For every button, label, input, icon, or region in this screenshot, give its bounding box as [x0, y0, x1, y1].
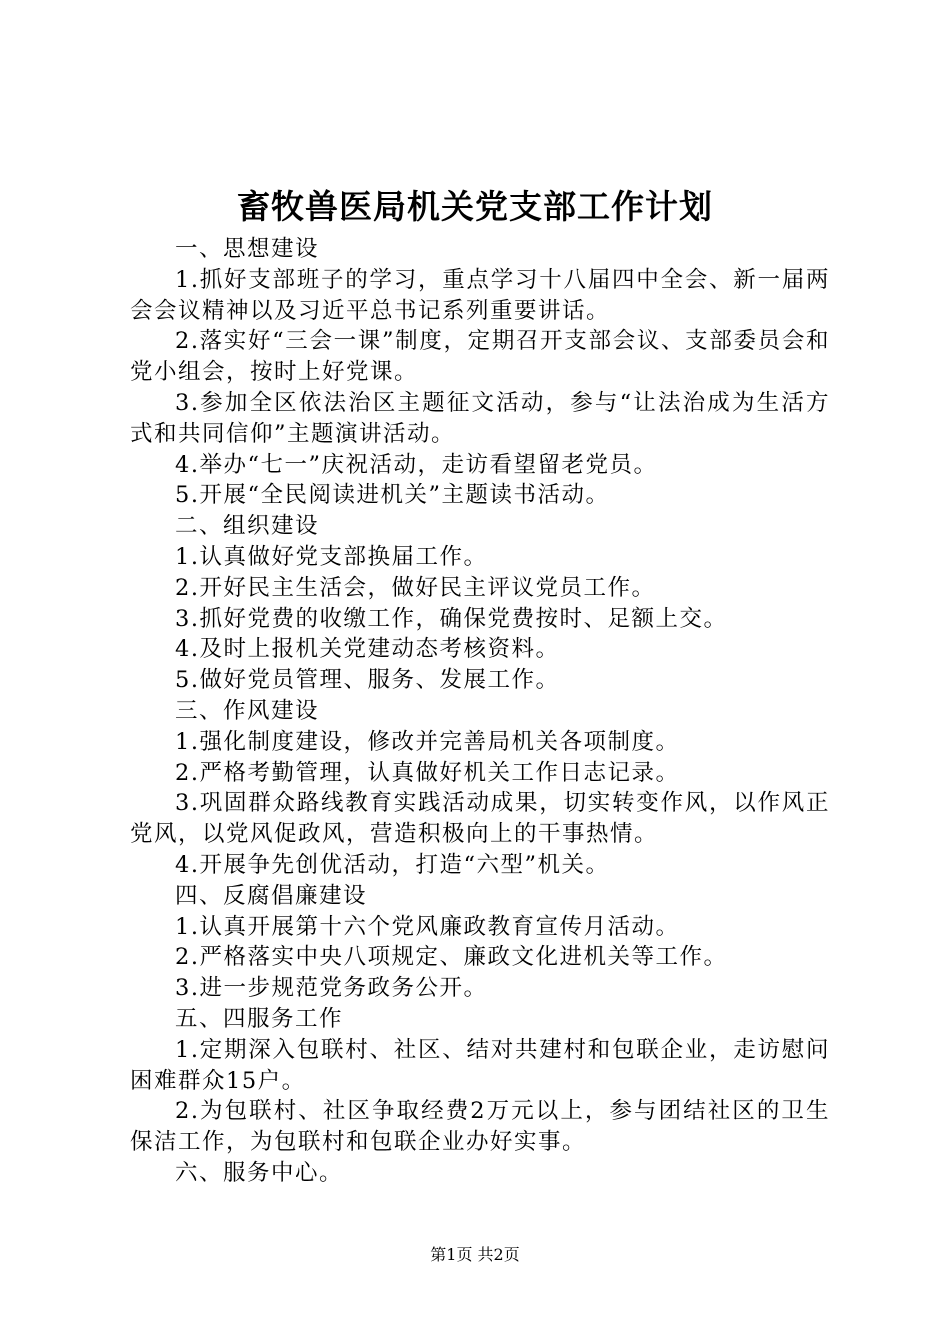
- section-heading: 一、思想建设: [175, 236, 320, 262]
- list-item: 2.落实好“三会一课”制度，定期召开支部会议、支部委员会和党小组会，按时上好党课。: [130, 328, 830, 386]
- list-item: 2.严格考勤管理，认真做好机关工作日志记录。: [175, 759, 680, 786]
- list-item: 1.认真开展第十六个党风廉政教育宣传月活动。: [175, 913, 680, 940]
- list-item: 5.开展“全民阅读进机关”主题读书活动。: [175, 482, 610, 509]
- section-heading: 二、组织建设: [175, 513, 320, 540]
- list-item: 1.强化制度建设，修改并完善局机关各项制度。: [175, 728, 680, 755]
- document-title: 畜牧兽医局机关党支部工作计划: [237, 187, 713, 226]
- list-item: 1.认真做好党支部换届工作。: [175, 543, 488, 570]
- list-item: 3.参加全区依法治区主题征文活动，参与“让法治成为生活方式和共同信仰”主题演讲活动。: [130, 389, 830, 447]
- document-body: [130, 234, 830, 1189]
- list-item: 3.进一步规范党务政务公开。: [175, 975, 488, 1002]
- list-item: 4.举办“七一”庆祝活动，走访看望留老党员。: [175, 451, 658, 478]
- list-item: 4.及时上报机关党建动态考核资料。: [175, 636, 560, 663]
- section-heading: 三、作风建设: [175, 697, 320, 724]
- list-item: 1.定期深入包联村、社区、结对共建村和包联企业，走访慰问困难群众15户。: [130, 1036, 830, 1094]
- list-item: 2.为包联村、社区争取经费2万元以上，参与团结社区的卫生保洁工作，为包联村和包联企业办好实事。: [130, 1098, 830, 1156]
- page-footer: 第1页 共2页: [430, 1245, 520, 1264]
- list-item: 2.严格落实中央八项规定、廉政文化进机关等工作。: [175, 944, 728, 971]
- section-heading: 六、服务中心。: [175, 1159, 344, 1186]
- section-heading: 四、反腐倡廉建设: [175, 882, 368, 909]
- list-item: 4.开展争先创优活动，打造“六型”机关。: [175, 851, 610, 878]
- section-heading: 五、四服务工作: [175, 1005, 344, 1032]
- list-item: 5.做好党员管理、服务、发展工作。: [175, 667, 560, 694]
- list-item: 1.抓好支部班子的学习，重点学习十八届四中全会、新一届两会会议精神以及习近平总书记系列重要讲话。: [130, 266, 830, 324]
- list-item: 3.抓好党费的收缴工作，确保党费按时、足额上交。: [175, 605, 728, 632]
- list-item: 2.开好民主生活会，做好民主评议党员工作。: [175, 574, 656, 601]
- list-item: 3.巩固群众路线教育实践活动成果，切实转变作风，以作风正党风，以党风促政风，营造积极向上的干事热情。: [130, 790, 830, 848]
